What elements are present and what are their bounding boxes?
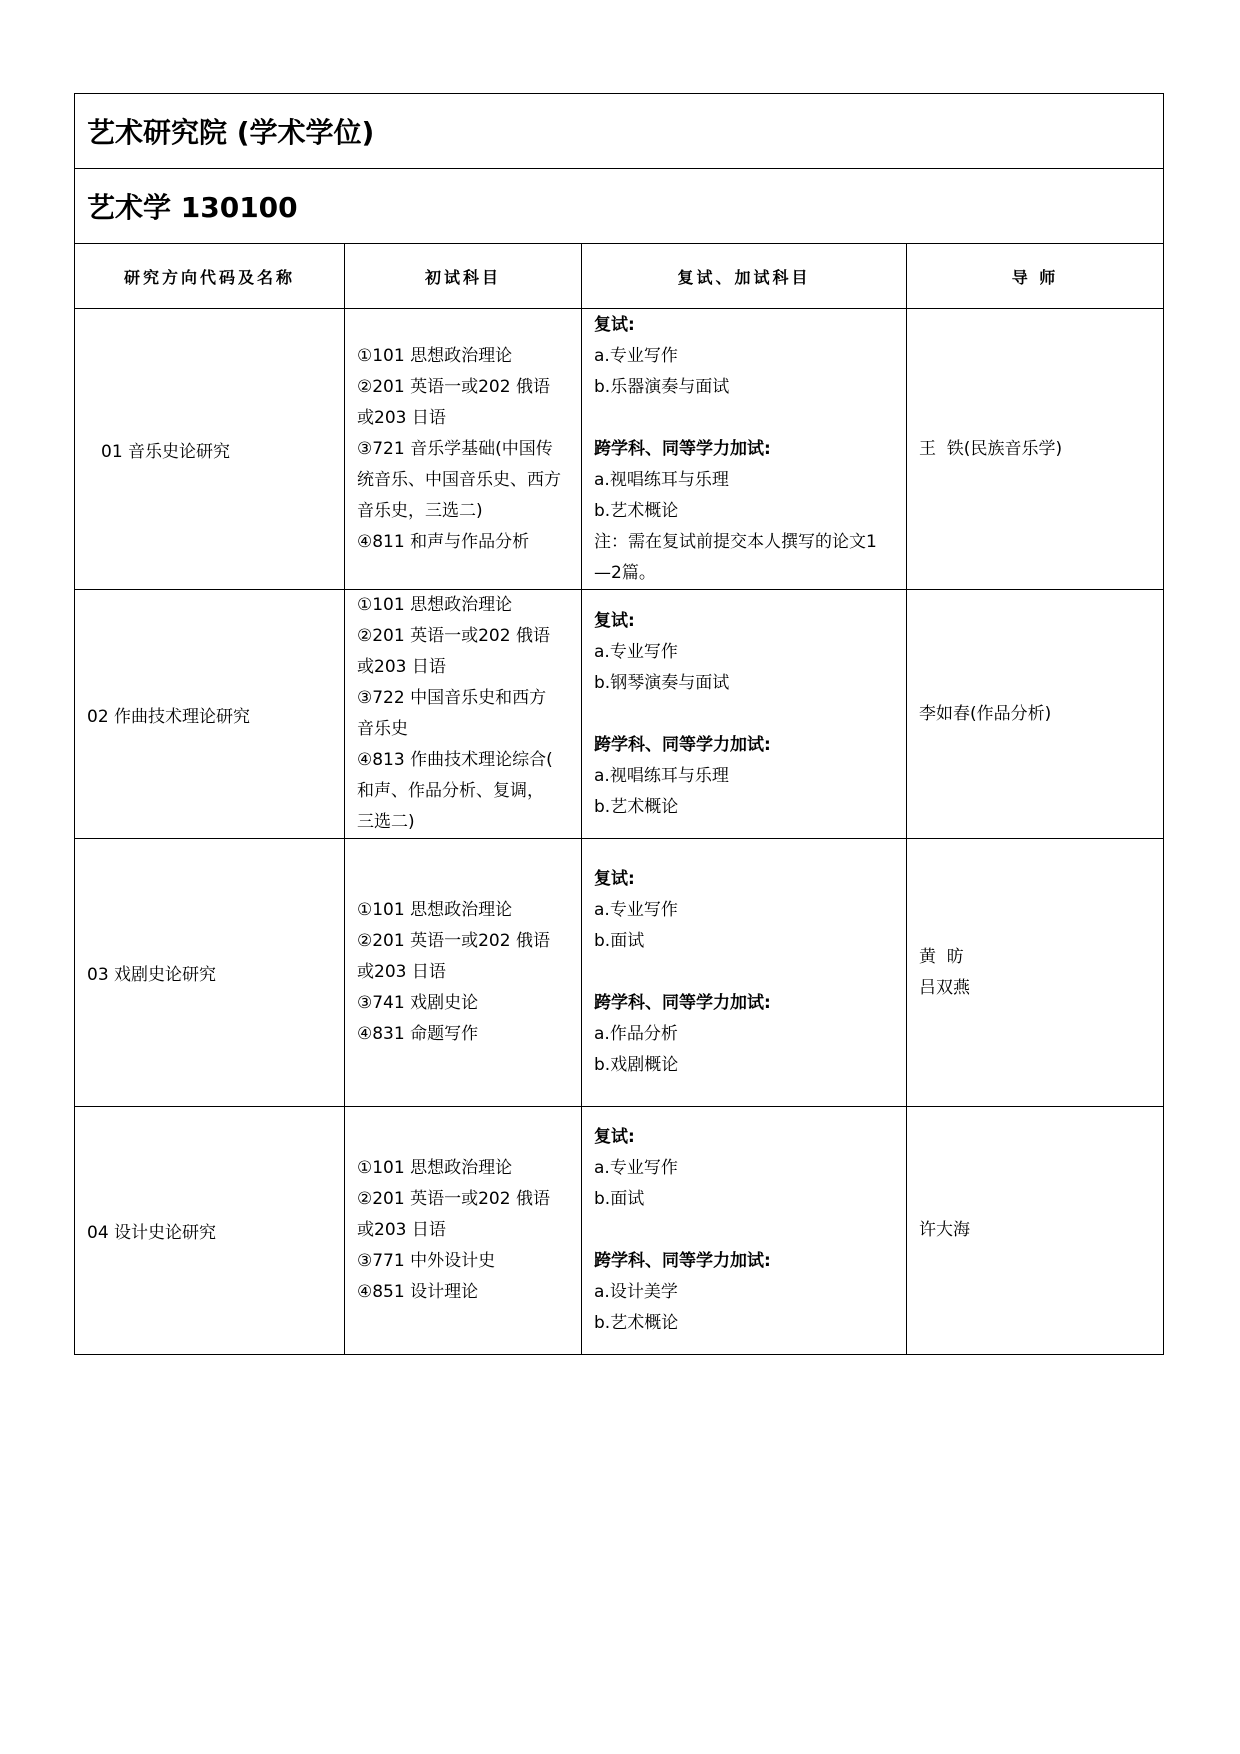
header-direction: 研究方向代码及名称 [75, 244, 345, 309]
extra-exam-heading: 跨学科、同等学力加试: [594, 438, 771, 459]
major-title: 艺术学 130100 [75, 169, 1164, 244]
table-row [75, 309, 1164, 590]
initial-item: 音乐史 [357, 719, 408, 739]
tutor-name: 王 铁(民族音乐学) [919, 438, 1063, 459]
extra-note: —2篇。 [594, 562, 656, 583]
direction-cell: 02 作曲技术理论研究 [75, 590, 345, 839]
initial-item: ②201 英语一或202 俄语 [357, 626, 550, 646]
initial-item: 音乐史，三选二) [357, 500, 483, 521]
initial-item: ④831 命题写作 [357, 1024, 479, 1044]
extra-exam-heading: 跨学科、同等学力加试: [594, 734, 771, 755]
extra-exam-heading: 跨学科、同等学力加试: [594, 993, 771, 1013]
initial-item: ②201 英语一或202 俄语 [357, 931, 550, 951]
tutor-cell [907, 839, 1164, 1107]
table-row [75, 1107, 1164, 1355]
tutor-cell [907, 309, 1164, 590]
retest-heading: 复试: [594, 314, 635, 335]
direction-cell: 03 戏剧史论研究 [75, 839, 345, 1107]
initial-item: ①101 思想政治理论 [357, 900, 513, 920]
initial-item: 或203 日语 [357, 657, 446, 677]
initial-item: 或203 日语 [357, 1220, 446, 1240]
header-retest-exam: 复试、加试科目 [582, 244, 907, 309]
initial-item: 统音乐、中国音乐史、西方 [357, 469, 561, 490]
retest-heading: 复试: [594, 1127, 635, 1147]
header-initial-exam: 初试科目 [345, 244, 582, 309]
retest-item: a.专业写作 [594, 345, 678, 366]
retest-item: b.面试 [594, 931, 645, 951]
tutor-name: 许大海 [919, 1220, 970, 1240]
initial-item: ③741 戏剧史论 [357, 993, 479, 1013]
extra-exam-heading: 跨学科、同等学力加试: [594, 1251, 771, 1271]
extra-item: a.作品分析 [594, 1024, 678, 1044]
direction-cell: 01 音乐史论研究 [75, 309, 345, 590]
initial-item: 或203 日语 [357, 407, 446, 428]
extra-note: 注：需在复试前提交本人撰写的论文1 [594, 531, 877, 552]
retest-exam-cell [582, 1107, 907, 1355]
tutor-cell [907, 1107, 1164, 1355]
retest-item: b.钢琴演奏与面试 [594, 672, 730, 693]
extra-item: b.艺术概论 [594, 1313, 679, 1333]
retest-item: b.面试 [594, 1189, 645, 1209]
initial-item: 和声、作品分析、复调， [357, 781, 544, 801]
initial-item: ④851 设计理论 [357, 1282, 479, 1302]
extra-item: a.视唱练耳与乐理 [594, 469, 729, 490]
retest-heading: 复试: [594, 869, 635, 889]
tutor-name: 李如春(作品分析) [919, 703, 1052, 724]
institute-title: 艺术研究院 (学术学位) [75, 94, 1164, 169]
initial-exam-cell [345, 309, 582, 590]
admission-table-sheet [74, 93, 1163, 1355]
retest-exam-cell [582, 309, 907, 590]
extra-item: b.艺术概论 [594, 500, 679, 521]
header-tutor: 导 师 [907, 244, 1164, 309]
retest-item: b.乐器演奏与面试 [594, 376, 730, 397]
initial-item: ②201 英语一或202 俄语 [357, 1189, 550, 1209]
tutor-name: 黄 昉 [919, 946, 964, 967]
initial-item: ②201 英语一或202 俄语 [357, 376, 550, 397]
initial-item: 或203 日语 [357, 962, 446, 982]
retest-item: a.专业写作 [594, 900, 678, 920]
initial-item: 三选二) [357, 812, 415, 832]
initial-item: ③722 中国音乐史和西方 [357, 688, 547, 708]
tutor-name: 吕双燕 [919, 977, 970, 998]
initial-item: ④811 和声与作品分析 [357, 531, 530, 552]
initial-item: ①101 思想政治理论 [357, 595, 513, 615]
direction-cell: 04 设计史论研究 [75, 1107, 345, 1355]
table-header-row [75, 244, 1164, 309]
initial-exam-cell [345, 590, 582, 839]
initial-item: ③771 中外设计史 [357, 1251, 496, 1271]
retest-exam-cell [582, 839, 907, 1107]
initial-item: ④813 作曲技术理论综合( [357, 750, 553, 770]
extra-item: b.艺术概论 [594, 796, 679, 817]
extra-item: b.戏剧概论 [594, 1055, 679, 1075]
initial-item: ③721 音乐学基础(中国传 [357, 438, 553, 459]
initial-item: ①101 思想政治理论 [357, 345, 513, 366]
retest-item: a.专业写作 [594, 1158, 678, 1178]
initial-exam-cell [345, 839, 582, 1107]
tutor-cell [907, 590, 1164, 839]
initial-exam-cell [345, 1107, 582, 1355]
retest-heading: 复试: [594, 610, 635, 631]
retest-exam-cell [582, 590, 907, 839]
extra-item: a.视唱练耳与乐理 [594, 765, 729, 786]
admission-table [74, 93, 1164, 1355]
table-row [75, 839, 1164, 1107]
retest-item: a.专业写作 [594, 641, 678, 662]
extra-item: a.设计美学 [594, 1282, 678, 1302]
initial-item: ①101 思想政治理论 [357, 1158, 513, 1178]
table-row [75, 590, 1164, 839]
